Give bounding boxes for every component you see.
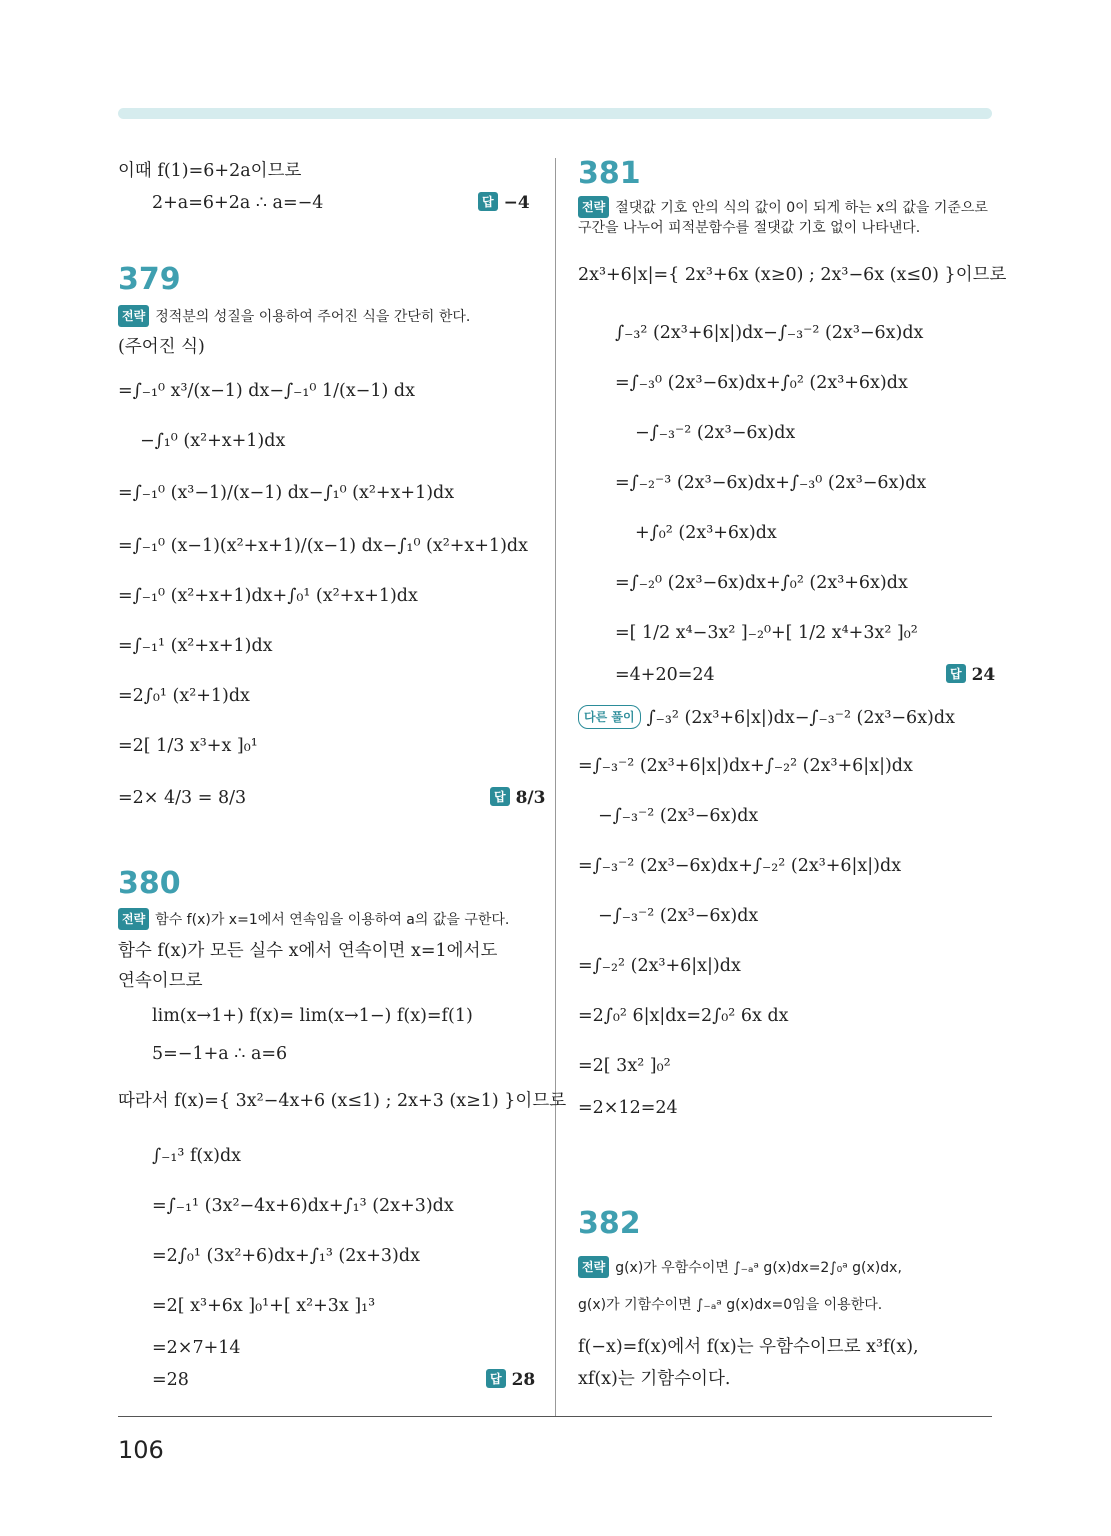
solution-line: 2x³+6|x|={ 2x³+6x (x≥0) ; 2x³−6x (x≤0) }이므로 <box>578 265 1007 285</box>
footer-rule <box>118 1416 992 1417</box>
solution-line: ∫₋₁³ f(x)dx <box>152 1146 242 1166</box>
intro-answer <box>478 192 530 213</box>
solution-line: =28 <box>152 1370 189 1390</box>
strategy-text: g(x)가 우함수이면 ∫₋ₐᵃ g(x)dx=2∫₀ᵃ g(x)dx, <box>615 1260 902 1276</box>
answer-381 <box>946 664 995 685</box>
solution-line: =∫₋₂⁰ (2x³−6x)dx+∫₀² (2x³+6x)dx <box>615 573 908 593</box>
strategy-badge: 전략 <box>578 1256 609 1278</box>
strategy-380 <box>118 908 509 930</box>
strategy-badge: 전략 <box>118 908 149 930</box>
solution-line: =∫₋₁⁰ (x³−1)/(x−1) dx−∫₁⁰ (x²+x+1)dx <box>118 483 455 503</box>
solution-line: −∫₋₃⁻² (2x³−6x)dx <box>635 423 796 443</box>
solution-line: =2[ x³+6x ]₀¹+[ x²+3x ]₁³ <box>152 1296 376 1316</box>
alt-solution-line: −∫₋₃⁻² (2x³−6x)dx <box>598 906 759 926</box>
alt-solution-line: =∫₋₃⁻² (2x³+6|x|)dx+∫₋₂² (2x³+6|x|)dx <box>578 756 913 776</box>
solution-line: =2[ 1/3 x³+x ]₀¹ <box>118 736 258 756</box>
solution-line: 연속이므로 <box>118 971 203 991</box>
problem-number-379: 379 <box>118 262 181 297</box>
solution-line: =∫₋₁¹ (3x²−4x+6)dx+∫₁³ (2x+3)dx <box>152 1196 454 1216</box>
solution-line: f(−x)=f(x)에서 f(x)는 우함수이므로 x³f(x), <box>578 1337 919 1357</box>
solution-line: =∫₋₁¹ (x²+x+1)dx <box>118 636 273 656</box>
page-number: 106 <box>118 1436 164 1464</box>
solution-line: =∫₋₂⁻³ (2x³−6x)dx+∫₋₃⁰ (2x³−6x)dx <box>615 473 927 493</box>
strategy-badge: 전략 <box>118 305 149 327</box>
strategy-text: 함수 f(x)가 x=1에서 연속임을 이용하여 a의 값을 구한다. <box>155 912 510 928</box>
solution-line: ∫₋₃² (2x³+6|x|)dx−∫₋₃⁻² (2x³−6x)dx <box>615 323 924 343</box>
answer-379 <box>490 787 545 808</box>
top-decor-bar <box>118 108 992 119</box>
solution-line: =2∫₀¹ (3x²+6)dx+∫₁³ (2x+3)dx <box>152 1246 420 1266</box>
strategy-badge: 전략 <box>578 196 609 218</box>
column-divider <box>555 158 556 1416</box>
strategy-382-line-2: g(x)가 기함수이면 ∫₋ₐᵃ g(x)dx=0임을 이용한다. <box>578 1297 883 1313</box>
answer-badge: 답 <box>946 664 966 683</box>
answer-value: 24 <box>971 665 996 685</box>
answer-value: 8/3 <box>515 788 546 808</box>
answer-badge: 답 <box>486 1369 506 1388</box>
strategy-379 <box>118 305 470 327</box>
solution-line: (주어진 식) <box>118 337 205 357</box>
solution-line: =∫₋₁⁰ (x−1)(x²+x+1)/(x−1) dx−∫₁⁰ (x²+x+1)dx <box>118 536 528 556</box>
solution-line: lim(x→1+) f(x)= lim(x→1−) f(x)=f(1) <box>152 1006 473 1026</box>
problem-number-381: 381 <box>578 156 641 191</box>
alt-solution-line: =2∫₀² 6|x|dx=2∫₀² 6x dx <box>578 1006 789 1026</box>
solution-line: =2× 4/3 = 8/3 <box>118 788 247 808</box>
alt-solution-line: =2[ 3x² ]₀² <box>578 1056 671 1076</box>
problem-number-382: 382 <box>578 1206 641 1241</box>
solution-line: =∫₋₃⁰ (2x³−6x)dx+∫₀² (2x³+6x)dx <box>615 373 908 393</box>
intro-line-2: 2+a=6+2a ∴ a=−4 <box>152 193 324 213</box>
answer-badge: 답 <box>490 787 510 806</box>
solution-line: =[ 1/2 x⁴−3x² ]₋₂⁰+[ 1/2 x⁴+3x² ]₀² <box>615 623 918 643</box>
strategy-text: 정적분의 성질을 이용하여 주어진 식을 간단히 한다. <box>155 309 471 325</box>
solution-line: +∫₀² (2x³+6x)dx <box>635 523 777 543</box>
intro-line-1: 이때 f(1)=6+2a이므로 <box>118 161 302 181</box>
solution-line: =2∫₀¹ (x²+1)dx <box>118 686 250 706</box>
strategy-text: 절댓값 기호 안의 식의 값이 0이 되게 하는 x의 값을 기준으로 구간을 나누어 피적분함수를 절댓값 기호 없이 나타낸다. <box>578 200 988 236</box>
solution-line: 따라서 f(x)={ 3x²−4x+6 (x≤1) ; 2x+3 (x≥1) }이므로 <box>118 1091 567 1111</box>
solution-line: −∫₁⁰ (x²+x+1)dx <box>140 431 286 451</box>
alt-solution-line: =2×12=24 <box>578 1098 678 1118</box>
solution-line: 5=−1+a ∴ a=6 <box>152 1044 288 1064</box>
answer-value: 28 <box>511 1370 536 1390</box>
problem-number-380: 380 <box>118 866 181 901</box>
alt-solution-line: −∫₋₃⁻² (2x³−6x)dx <box>598 806 759 826</box>
alt-solution-line <box>578 705 955 729</box>
strategy-381 <box>578 196 992 238</box>
answer-value: −4 <box>503 193 530 213</box>
answer-badge: 답 <box>478 192 498 211</box>
solution-line: 함수 f(x)가 모든 실수 x에서 연속이면 x=1에서도 <box>118 941 498 961</box>
alt-solution-line: =∫₋₃⁻² (2x³−6x)dx+∫₋₂² (2x³+6|x|)dx <box>578 856 902 876</box>
solution-line: =∫₋₁⁰ (x²+x+1)dx+∫₀¹ (x²+x+1)dx <box>118 586 418 606</box>
solution-line: =2×7+14 <box>152 1338 241 1358</box>
alt-solution-line: =∫₋₂² (2x³+6|x|)dx <box>578 956 741 976</box>
solution-line: xf(x)는 기함수이다. <box>578 1369 731 1389</box>
solution-line: =∫₋₁⁰ x³/(x−1) dx−∫₋₁⁰ 1/(x−1) dx <box>118 381 415 401</box>
strategy-382-line-1 <box>578 1256 902 1278</box>
answer-380 <box>486 1369 535 1390</box>
alt-solution-badge: 다른 풀이 <box>578 705 641 729</box>
solution-line: =4+20=24 <box>615 665 715 685</box>
alt-line-text: ∫₋₃² (2x³+6|x|)dx−∫₋₃⁻² (2x³−6x)dx <box>646 708 955 728</box>
